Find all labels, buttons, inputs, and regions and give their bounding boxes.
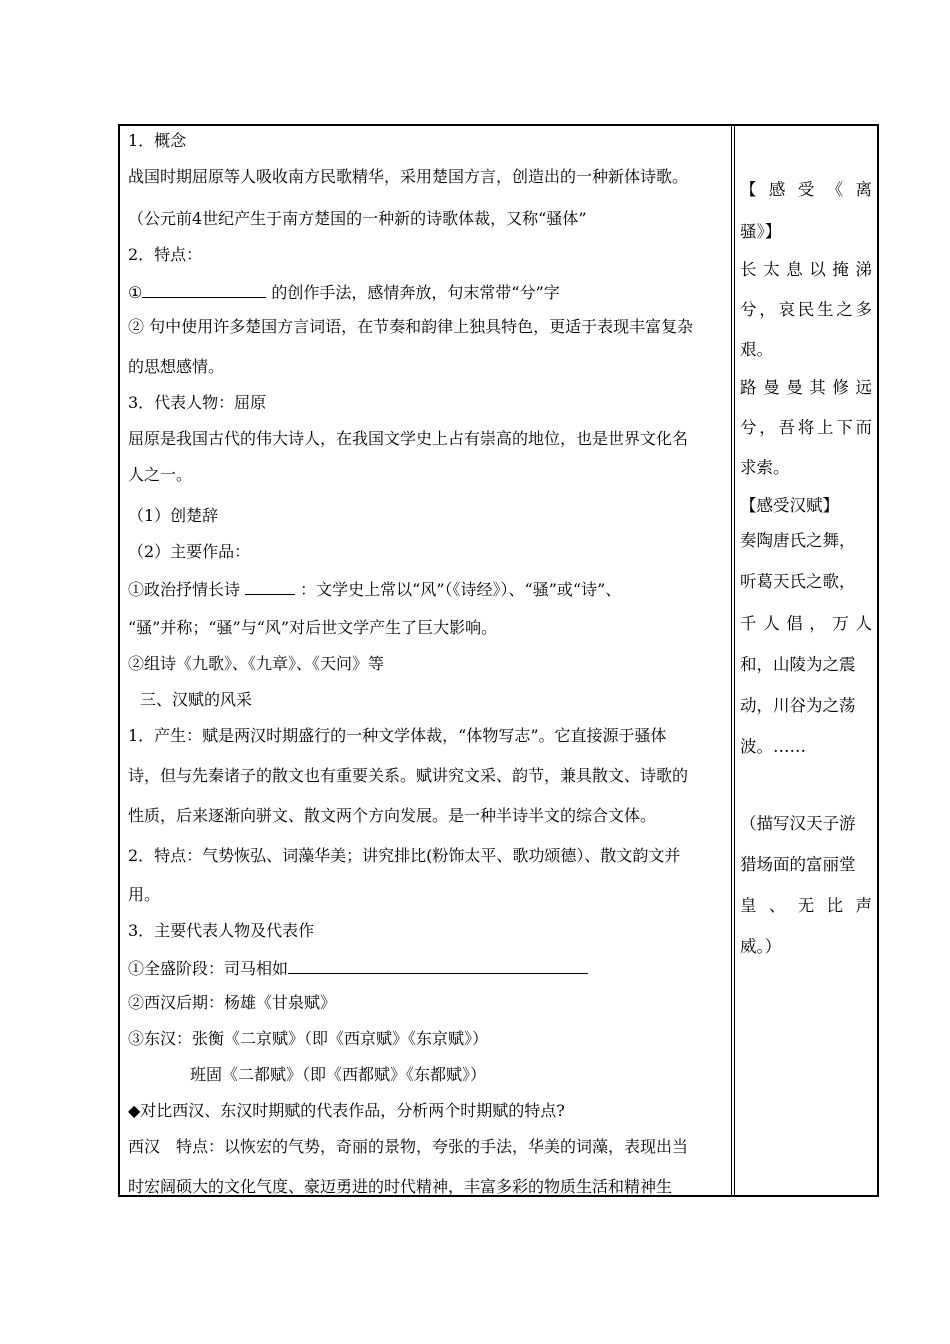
feature-1-marker: ① xyxy=(128,283,143,302)
works-1-text: ：文学史上常以“风”（《诗经》）、“骚”或“诗”、 xyxy=(295,580,622,599)
side-hanfu-4: 和，山陵为之震 xyxy=(740,655,856,674)
section-hanfu: 三、汉赋的风采 xyxy=(140,690,253,709)
author-2: ②西汉后期：杨雄《甘泉赋》 xyxy=(128,993,337,1012)
hanfu-features-cont: 用。 xyxy=(128,885,161,904)
side-heading-lisao: 【 感 受 《 离 xyxy=(740,180,872,199)
item-main-works: （2）主要作品： xyxy=(128,542,251,561)
concept-note: （公元前4世纪产生于南方楚国的一种新的诗歌体裁，又称“骚体” xyxy=(128,209,587,228)
feature-2-cont: 的思想感情。 xyxy=(128,357,225,376)
side-hanfu-6: 波。…… xyxy=(740,737,806,756)
author-1 xyxy=(128,957,588,979)
fill-blank-3[interactable] xyxy=(288,957,588,974)
side-hanfu-2: 听葛天氏之歌， xyxy=(740,572,856,591)
side-note-4: 威。） xyxy=(740,937,782,956)
author-1-text: ①全盛阶段：司马相如 xyxy=(128,959,289,978)
side-note-3: 皇 、 无 比 声 xyxy=(740,896,872,915)
works-1-label: ①政治抒情长诗 xyxy=(128,580,246,599)
heading-authors: 3．主要代表人物及代表作 xyxy=(128,921,315,940)
heading-features: 2．特点： xyxy=(128,245,203,264)
heading-concept: 1．概念 xyxy=(128,131,187,150)
side-hanfu-1: 奏陶唐氏之舞， xyxy=(740,531,856,550)
origin-3: 性质，后来逐渐向骈文、散文两个方向发展。是一种半诗半文的综合文体。 xyxy=(128,806,657,825)
side-heading-hanfu: 【感受汉赋】 xyxy=(740,496,839,515)
quyuan-text: 屈原是我国古代的伟大诗人，在我国文学史上占有崇高的地位，也是世界文化名 xyxy=(128,429,689,448)
side-heading-lisao-cont: 骚》】 xyxy=(740,222,782,241)
hanfu-features: 2．特点：气势恢弘、词藻华美；讲究排比(粉饰太平、歌功颂德）、散文韵文并 xyxy=(128,846,681,865)
side-lisao-6: 求索。 xyxy=(740,458,790,477)
works-1-cont: “骚”并称；“骚”与“风”对后世文学产生了巨大影响。 xyxy=(128,618,498,637)
xihan-features: 西汉 特点：以恢宏的气势，奇丽的景物，夸张的手法，华美的词藻，表现出当 xyxy=(128,1137,689,1156)
side-lisao-5: 兮 ， 吾 将 上 下 而 xyxy=(740,418,872,437)
side-note-2: 猎场面的富丽堂 xyxy=(740,855,856,874)
xihan-features-cont: 时宏阔硕大的文化气度、豪迈勇进的时代精神，丰富多彩的物质生活和精神生 xyxy=(128,1177,673,1196)
author-3: ③东汉：张衡《二京赋》（即《西京赋》《东京赋》） xyxy=(128,1029,489,1048)
heading-representative: 3．代表人物：屈原 xyxy=(128,393,267,412)
feature-2: ② 句中使用许多楚国方言词语，在节奏和韵律上独具特色，更适于表现丰富复杂 xyxy=(128,317,694,336)
side-note-1: （描写汉天子游 xyxy=(740,814,856,833)
item-create-chuci: （1）创楚辞 xyxy=(128,506,219,525)
column-divider-inner xyxy=(734,126,735,1195)
side-hanfu-5: 动，川谷为之荡 xyxy=(740,696,856,715)
origin-2: 诗，但与先秦诸子的散文也有重要关系。赋讲究文采、韵节，兼具散文、诗歌的 xyxy=(128,766,689,785)
side-lisao-2: 兮 ， 哀 民 生 之 多 xyxy=(740,300,872,319)
side-lisao-1: 长 太 息 以 掩 涕 xyxy=(740,260,872,279)
content-table xyxy=(118,124,879,1197)
concept-text: 战国时期屈原等人吸收南方民歌精华，采用楚国方言，创造出的一种新体诗歌。 xyxy=(128,167,689,186)
origin-1: 1．产生：赋是两汉时期盛行的一种文学体裁，“体物写志”。它直接源于骚体 xyxy=(128,726,667,745)
feature-1 xyxy=(128,281,560,303)
column-divider xyxy=(731,126,732,1195)
side-lisao-3: 艰。 xyxy=(740,340,773,359)
side-lisao-4: 路 曼 曼 其 修 远 xyxy=(740,378,872,397)
side-hanfu-3: 千 人 倡 ， 万 人 xyxy=(740,614,872,633)
feature-1-text: 的创作手法，感情奔放，句末常带“兮”字 xyxy=(266,283,560,302)
compare-question: ◆对比西汉、东汉时期赋的代表作品，分析两个时期赋的特点? xyxy=(128,1101,565,1120)
quyuan-text-cont: 人之一。 xyxy=(128,465,193,484)
works-2: ②组诗《九歌》、《九章》、《天问》等 xyxy=(128,654,385,673)
author-4: 班固《二都赋》（即《西都赋》《东都赋》） xyxy=(190,1065,487,1084)
fill-blank-2[interactable] xyxy=(245,578,295,595)
fill-blank-1[interactable] xyxy=(142,281,266,298)
works-1 xyxy=(128,578,621,600)
